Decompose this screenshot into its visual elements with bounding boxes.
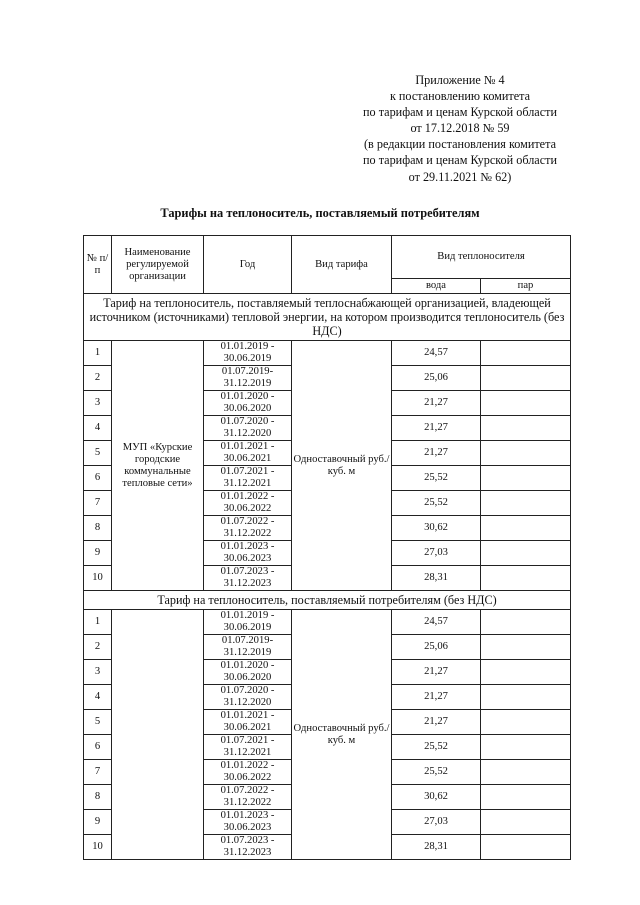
document-title: Тарифы на теплоноситель, поставляемый потребителям [160, 206, 480, 220]
steam-tariff-value [481, 391, 571, 416]
steam-tariff-value [481, 685, 571, 710]
appendix-line: (в редакции постановления комитета [364, 137, 556, 152]
water-tariff-value: 21,27 [392, 391, 481, 416]
period-cell: 01.07.2022 - 31.12.2022 [204, 785, 292, 810]
header-tariff-type: Вид тарифа [292, 236, 392, 294]
water-tariff-value: 28,31 [392, 566, 481, 591]
tariff-table [83, 235, 571, 860]
period-cell: 01.07.2019- 31.12.2019 [204, 635, 292, 660]
period-cell: 01.07.2020 - 31.12.2020 [204, 416, 292, 441]
water-tariff-value: 25,52 [392, 735, 481, 760]
row-number: 9 [84, 810, 112, 835]
steam-tariff-value [481, 660, 571, 685]
row-number: 5 [84, 441, 112, 466]
period-cell: 01.07.2023 - 31.12.2023 [204, 566, 292, 591]
appendix-line: от 29.11.2021 № 62) [408, 169, 512, 184]
period-cell: 01.01.2021 - 30.06.2021 [204, 441, 292, 466]
water-tariff-value: 21,27 [392, 416, 481, 441]
steam-tariff-value [481, 466, 571, 491]
appendix-line: к постановлению комитета [389, 89, 531, 104]
section-caption: Тариф на теплоноситель, поставляемый теплоснабжающей организацией, владеющей источником (источниками) тепловой энергии, на котором производится теплоноситель (без НДС) [84, 294, 571, 341]
section-caption-row [84, 591, 571, 610]
row-number: 5 [84, 710, 112, 735]
water-tariff-value: 25,06 [392, 635, 481, 660]
steam-tariff-value [481, 810, 571, 835]
row-number: 4 [84, 685, 112, 710]
row-number: 2 [84, 635, 112, 660]
header-num: № п/п [84, 236, 112, 294]
section-caption: Тариф на теплоноситель, поставляемый потребителям (без НДС) [84, 591, 571, 610]
steam-tariff-value [481, 610, 571, 635]
period-cell: 01.01.2020 - 30.06.2020 [204, 391, 292, 416]
header-carrier: Вид теплоносителя [392, 236, 571, 279]
water-tariff-value: 30,62 [392, 785, 481, 810]
row-number: 6 [84, 466, 112, 491]
period-cell: 01.01.2023 - 30.06.2023 [204, 810, 292, 835]
water-tariff-value: 27,03 [392, 541, 481, 566]
appendix-line: по тарифам и ценам Курской области [363, 105, 557, 120]
appendix-line: от 17.12.2018 № 59 [410, 121, 510, 136]
row-number: 4 [84, 416, 112, 441]
steam-tariff-value [481, 785, 571, 810]
water-tariff-value: 21,27 [392, 710, 481, 735]
appendix-line: Приложение № 4 [415, 73, 505, 87]
steam-tariff-value [481, 710, 571, 735]
tariff-type-cell: Одноставочный руб./куб. м [292, 610, 392, 860]
appendix-line: по тарифам и ценам Курской области [363, 153, 557, 168]
water-tariff-value: 25,06 [392, 366, 481, 391]
period-cell: 01.07.2022 - 31.12.2022 [204, 516, 292, 541]
steam-tariff-value [481, 735, 571, 760]
tariff-table-body [84, 236, 571, 860]
steam-tariff-value [481, 566, 571, 591]
water-tariff-value: 21,27 [392, 660, 481, 685]
period-cell: 01.07.2023 - 31.12.2023 [204, 835, 292, 860]
period-cell: 01.07.2021 - 31.12.2021 [204, 735, 292, 760]
steam-tariff-value [481, 516, 571, 541]
row-number: 8 [84, 516, 112, 541]
row-number: 8 [84, 785, 112, 810]
row-number: 9 [84, 541, 112, 566]
organization-name [112, 610, 204, 860]
row-number: 10 [84, 566, 112, 591]
section-caption-row [84, 294, 571, 341]
water-tariff-value: 21,27 [392, 685, 481, 710]
row-number: 3 [84, 660, 112, 685]
water-tariff-value: 25,52 [392, 760, 481, 785]
organization-name: МУП «Курские городские коммунальные тепловые сети» [112, 341, 204, 591]
water-tariff-value: 25,52 [392, 491, 481, 516]
steam-tariff-value [481, 835, 571, 860]
header-water: вода [392, 279, 481, 294]
header-steam: пар [481, 279, 571, 294]
period-cell: 01.07.2019- 31.12.2019 [204, 366, 292, 391]
row-number: 7 [84, 491, 112, 516]
row-number: 10 [84, 835, 112, 860]
period-cell: 01.01.2022 - 30.06.2022 [204, 760, 292, 785]
steam-tariff-value [481, 635, 571, 660]
period-cell: 01.01.2019 - 30.06.2019 [204, 341, 292, 366]
tariff-type-cell: Одноставочный руб./куб. м [292, 341, 392, 591]
water-tariff-value: 30,62 [392, 516, 481, 541]
period-cell: 01.01.2023 - 30.06.2023 [204, 541, 292, 566]
period-cell: 01.01.2022 - 30.06.2022 [204, 491, 292, 516]
water-tariff-value: 21,27 [392, 441, 481, 466]
steam-tariff-value [481, 541, 571, 566]
header-row [84, 236, 571, 279]
row-number: 3 [84, 391, 112, 416]
row-number: 6 [84, 735, 112, 760]
steam-tariff-value [481, 441, 571, 466]
water-tariff-value: 25,52 [392, 466, 481, 491]
period-cell: 01.01.2020 - 30.06.2020 [204, 660, 292, 685]
table-row [84, 610, 571, 635]
water-tariff-value: 27,03 [392, 810, 481, 835]
period-cell: 01.07.2021 - 31.12.2021 [204, 466, 292, 491]
row-number: 7 [84, 760, 112, 785]
steam-tariff-value [481, 341, 571, 366]
period-cell: 01.07.2020 - 31.12.2020 [204, 685, 292, 710]
table-row [84, 341, 571, 366]
header-year: Год [204, 236, 292, 294]
row-number: 1 [84, 341, 112, 366]
water-tariff-value: 24,57 [392, 341, 481, 366]
steam-tariff-value [481, 416, 571, 441]
period-cell: 01.01.2019 - 30.06.2019 [204, 610, 292, 635]
row-number: 2 [84, 366, 112, 391]
appendix-block [330, 72, 590, 185]
water-tariff-value: 24,57 [392, 610, 481, 635]
steam-tariff-value [481, 491, 571, 516]
water-tariff-value: 28,31 [392, 835, 481, 860]
row-number: 1 [84, 610, 112, 635]
header-org: Наименование регулируемой организации [112, 236, 204, 294]
steam-tariff-value [481, 366, 571, 391]
steam-tariff-value [481, 760, 571, 785]
period-cell: 01.01.2021 - 30.06.2021 [204, 710, 292, 735]
